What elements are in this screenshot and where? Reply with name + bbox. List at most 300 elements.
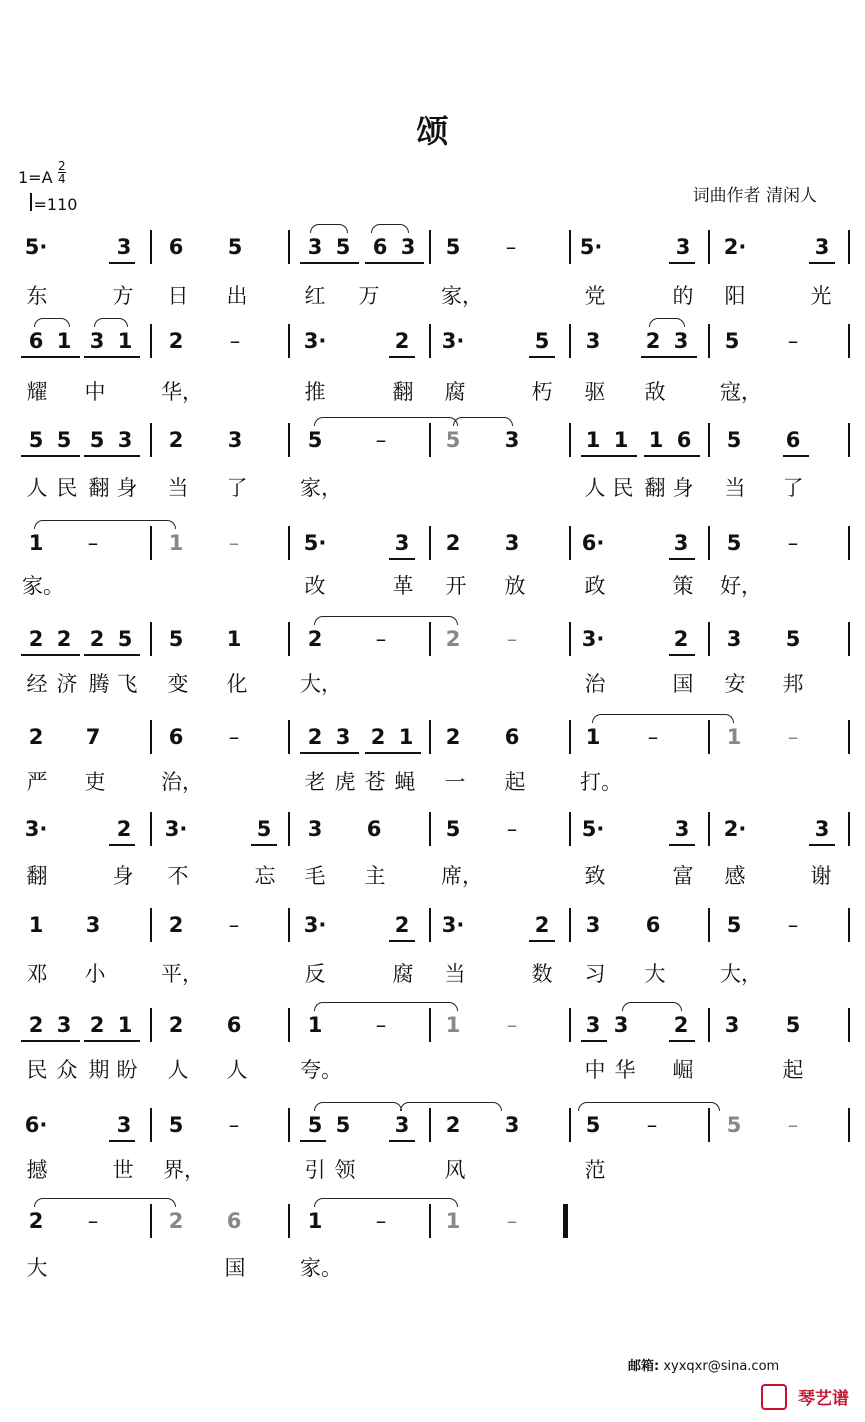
lyric: 家， [300, 476, 342, 500]
note: – [787, 1113, 799, 1137]
note: 6 [372, 235, 388, 259]
song-title: 颂 [416, 112, 449, 150]
lyric: 安 [724, 672, 746, 696]
note: 5 [445, 817, 461, 841]
note: 3 [585, 1013, 601, 1037]
slur [649, 318, 685, 327]
bar-line [708, 812, 710, 846]
note: 6 [504, 725, 520, 749]
lyric: 崛 [672, 1058, 694, 1082]
slur [400, 1102, 502, 1111]
note: 6 [676, 428, 692, 452]
lyric: 当 [167, 476, 189, 500]
bar-line [150, 908, 152, 942]
bar-line [429, 526, 431, 560]
note: 5 [726, 531, 742, 555]
bar-line [429, 230, 431, 264]
beam-underline [581, 1040, 607, 1042]
note: – [506, 1209, 518, 1233]
note: – [506, 1013, 518, 1037]
slur [314, 1102, 402, 1111]
time-signature [58, 160, 66, 185]
note: 5 [726, 428, 742, 452]
note: 1 [445, 1209, 461, 1233]
lyric: 反 [304, 962, 326, 986]
note: 1 [168, 531, 184, 555]
note: 5 [445, 428, 461, 452]
beam-underline [21, 1040, 80, 1042]
note: 1 [307, 1209, 323, 1233]
note: 2 [445, 1113, 461, 1137]
lyric: 席， [441, 864, 483, 888]
lyric: 济 [56, 672, 78, 696]
note: 5 [585, 1113, 601, 1137]
beam-underline [109, 844, 135, 846]
beam-underline [669, 1040, 695, 1042]
lyric: 改 [304, 574, 326, 598]
note: 1 [585, 725, 601, 749]
note: 3 [504, 428, 520, 452]
bar-line [150, 1008, 152, 1042]
note: – [228, 531, 240, 555]
beam-underline [21, 654, 80, 656]
bar-line [429, 812, 431, 846]
bar-line [429, 622, 431, 656]
lyric: 大， [720, 962, 762, 986]
note: 3 [394, 1113, 410, 1137]
lyric: 邦 [782, 672, 804, 696]
note: 2 [445, 725, 461, 749]
lyric: 出 [226, 284, 248, 308]
lyric: 致 [584, 864, 606, 888]
bar-line [429, 1008, 431, 1042]
note: – [229, 329, 241, 353]
lyric: 华， [161, 380, 203, 404]
lyric: 领 [334, 1158, 356, 1182]
lyric: 数 [531, 962, 553, 986]
lyric: 感 [724, 864, 746, 888]
note: 3 [335, 725, 351, 749]
lyric: 忘 [254, 864, 276, 888]
bar-line [429, 324, 431, 358]
beam-underline [641, 356, 697, 358]
beam-underline [21, 455, 80, 457]
note: 6 [785, 428, 801, 452]
note: 2 [28, 627, 44, 651]
note: 1 [117, 329, 133, 353]
beam-underline [809, 262, 835, 264]
footer-email [628, 1355, 779, 1374]
note: – [228, 913, 240, 937]
lyric: 革 [392, 574, 414, 598]
beam-underline [84, 356, 140, 358]
note: 1 [445, 1013, 461, 1037]
bar-line [429, 1204, 431, 1238]
bar-line [708, 908, 710, 942]
lyric: 红 [304, 284, 326, 308]
lyric: 党 [584, 284, 606, 308]
lyric: 一 [444, 770, 466, 794]
note: – [646, 1113, 658, 1137]
email-label: 邮箱: [628, 1359, 660, 1374]
lyric: 富 [672, 864, 694, 888]
bar-line [708, 720, 710, 754]
note: 2 [307, 627, 323, 651]
beam-underline [581, 455, 637, 457]
beam-underline [389, 356, 415, 358]
lyric: 身 [116, 476, 138, 500]
beam-underline [365, 262, 424, 264]
lyric: 当 [724, 476, 746, 500]
note: 2 [28, 725, 44, 749]
bar-line [848, 622, 850, 656]
bar-line [150, 526, 152, 560]
lyric: 好， [720, 574, 762, 598]
bar-line [848, 526, 850, 560]
note: 3 [227, 428, 243, 452]
composer-credit: 词曲作者 清闲人 [692, 186, 817, 206]
bar-line [288, 230, 290, 264]
slur [94, 318, 128, 327]
bar-line [569, 324, 571, 358]
beam-underline [109, 1140, 135, 1142]
beam-underline [529, 940, 555, 942]
bar-line [569, 720, 571, 754]
note: – [375, 428, 387, 452]
slur [314, 1198, 458, 1207]
note: – [505, 235, 517, 259]
lyric: 日 [167, 284, 189, 308]
beam-underline [389, 940, 415, 942]
lyric: 习 [584, 962, 606, 986]
note: 5 [726, 913, 742, 937]
beam-underline [669, 654, 695, 656]
note: 2 [89, 627, 105, 651]
lyric: 世 [112, 1158, 134, 1182]
note: 2 [445, 531, 461, 555]
lyric: 谢 [810, 864, 832, 888]
note: 2 [445, 627, 461, 651]
lyric: 界， [163, 1158, 205, 1182]
note: 5 [168, 627, 184, 651]
lyric: 人 [584, 476, 606, 500]
lyric: 阳 [724, 284, 746, 308]
bar-line [150, 230, 152, 264]
lyric: 翻 [644, 476, 666, 500]
note: 3· [441, 329, 465, 353]
bar-line [429, 423, 431, 457]
note: 3 [814, 235, 830, 259]
slur [622, 1002, 682, 1011]
lyric: 老 [304, 770, 326, 794]
note: 3 [504, 531, 520, 555]
lyric: 腐 [444, 380, 466, 404]
note: 5 [785, 627, 801, 651]
slur [314, 616, 458, 625]
lyric: 起 [504, 770, 526, 794]
lyric: 主 [364, 864, 386, 888]
note: 5 [785, 1013, 801, 1037]
lyric: 民 [26, 1058, 48, 1082]
bar-line [848, 1008, 850, 1042]
note: 3 [56, 1013, 72, 1037]
lyric: 邓 [26, 962, 48, 986]
bar-line [569, 526, 571, 560]
beam-underline [300, 1140, 326, 1142]
note: 3· [441, 913, 465, 937]
bar-line [708, 230, 710, 264]
note: 5 [168, 1113, 184, 1137]
bar-line [288, 908, 290, 942]
beam-underline [251, 844, 277, 846]
lyric: 中 [84, 380, 106, 404]
note: 5 [56, 428, 72, 452]
note: 2 [168, 329, 184, 353]
slur [34, 318, 70, 327]
lyric: 打。 [580, 770, 622, 794]
note: 3 [116, 1113, 132, 1137]
note: 6 [226, 1013, 242, 1037]
lyric: 开 [445, 574, 467, 598]
lyric: 化 [226, 672, 248, 696]
note: 2 [394, 329, 410, 353]
note: 5 [445, 235, 461, 259]
beam-underline [389, 558, 415, 560]
lyric: 朽 [531, 380, 553, 404]
note: 3 [117, 428, 133, 452]
note: 2 [673, 1013, 689, 1037]
note: 2 [89, 1013, 105, 1037]
bar-line [708, 526, 710, 560]
lyric: 夸。 [300, 1058, 342, 1082]
note: 3 [726, 627, 742, 651]
note: 5 [256, 817, 272, 841]
lyric: 政 [584, 574, 606, 598]
lyric: 光 [810, 284, 832, 308]
lyric: 身 [112, 864, 134, 888]
note: 6 [226, 1209, 242, 1233]
lyric: 耀 [26, 380, 48, 404]
note: 3 [585, 329, 601, 353]
note: 2 [28, 1209, 44, 1233]
note: 1 [28, 531, 44, 555]
bar-line [569, 812, 571, 846]
note: 3 [585, 913, 601, 937]
lyric: 身 [672, 476, 694, 500]
note: – [228, 725, 240, 749]
lyric: 当 [444, 962, 466, 986]
beam-underline [783, 455, 809, 457]
bar-line [288, 1008, 290, 1042]
bar-line [569, 230, 571, 264]
lyric: 起 [782, 1058, 804, 1082]
lyric: 腾 [88, 672, 110, 696]
beam-underline [669, 844, 695, 846]
note: – [787, 329, 799, 353]
logo-icon [761, 1384, 787, 1410]
lyric: 期 [88, 1058, 110, 1082]
note: 6 [168, 725, 184, 749]
bar-line [848, 230, 850, 264]
note: 3 [504, 1113, 520, 1137]
note: 1 [726, 725, 742, 749]
lyric: 策 [672, 574, 694, 598]
beam-underline [809, 844, 835, 846]
note: – [506, 817, 518, 841]
note: – [375, 1209, 387, 1233]
time-denominator: 4 [58, 172, 66, 186]
lyric: 变 [167, 672, 189, 696]
lyric: 华 [614, 1058, 636, 1082]
note: 5 [726, 1113, 742, 1137]
lyric: 人 [26, 476, 48, 500]
lyric: 翻 [88, 476, 110, 500]
note: 2 [116, 817, 132, 841]
bar-line [565, 1204, 568, 1238]
lyric: 敌 [644, 380, 666, 404]
bar-line [848, 324, 850, 358]
bar-line [569, 908, 571, 942]
lyric: 民 [56, 476, 78, 500]
bar-line [288, 720, 290, 754]
slur [34, 520, 176, 529]
bar-line [708, 1108, 710, 1142]
note: – [87, 1209, 99, 1233]
bar-line [429, 1108, 431, 1142]
bar-line [569, 622, 571, 656]
bar-line [569, 423, 571, 457]
note: 3· [164, 817, 188, 841]
lyric: 治 [584, 672, 606, 696]
beam-underline [669, 262, 695, 264]
note: 3 [116, 235, 132, 259]
note: – [506, 627, 518, 651]
bar-line [150, 423, 152, 457]
slur [371, 224, 409, 233]
lyric: 翻 [26, 864, 48, 888]
lyric: 了 [226, 476, 248, 500]
note: 2 [168, 428, 184, 452]
bar-line [288, 622, 290, 656]
lyric: 飞 [116, 672, 138, 696]
lyric: 经 [26, 672, 48, 696]
note: 3· [303, 329, 327, 353]
note: 1 [56, 329, 72, 353]
bar-line [429, 908, 431, 942]
note: 3 [85, 913, 101, 937]
note: 1 [613, 428, 629, 452]
bar-line [708, 1008, 710, 1042]
note: 3 [89, 329, 105, 353]
bar-line [150, 1204, 152, 1238]
slur [314, 417, 458, 426]
beam-underline [300, 262, 359, 264]
note: 1 [585, 428, 601, 452]
note: 2 [168, 1013, 184, 1037]
beam-underline [365, 752, 421, 754]
email-address[interactable]: xyxqxr@sina.com [663, 1359, 780, 1374]
site-logo: 琴艺谱 [798, 1389, 849, 1409]
lyric: 人 [226, 1058, 248, 1082]
lyric: 吏 [84, 770, 106, 794]
note: 3 [675, 235, 691, 259]
lyric: 平， [161, 962, 203, 986]
note: 5 [307, 1113, 323, 1137]
lyric: 中 [584, 1058, 606, 1082]
note: – [787, 725, 799, 749]
bar-line [848, 423, 850, 457]
bar-line [708, 324, 710, 358]
lyric: 放 [504, 574, 526, 598]
note: 2 [673, 627, 689, 651]
lyric: 东 [26, 284, 48, 308]
bar-line [288, 324, 290, 358]
lyric: 国 [224, 1256, 246, 1280]
bar-line [848, 720, 850, 754]
note: 1 [28, 913, 44, 937]
slur [578, 1102, 720, 1111]
bar-line [288, 1108, 290, 1142]
beam-underline [529, 356, 555, 358]
quarter-note-icon [30, 193, 32, 211]
lyric: 国 [672, 672, 694, 696]
lyric: 毛 [304, 864, 326, 888]
lyric: 大 [26, 1256, 48, 1280]
bar-line [848, 908, 850, 942]
note: 6 [366, 817, 382, 841]
bar-line [288, 812, 290, 846]
note: 3 [613, 1013, 629, 1037]
bar-line [150, 812, 152, 846]
beam-underline [669, 558, 695, 560]
lyric: 范 [584, 1158, 606, 1182]
lyric: 盼 [116, 1058, 138, 1082]
note: 5 [117, 627, 133, 651]
note: – [787, 531, 799, 555]
lyric: 撼 [26, 1158, 48, 1182]
note: 2 [534, 913, 550, 937]
bar-line [569, 1108, 571, 1142]
tempo-marking [30, 193, 77, 214]
bar-line [708, 622, 710, 656]
beam-underline [84, 654, 140, 656]
note: 2 [370, 725, 386, 749]
key-signature: 1=A [18, 168, 53, 187]
note: – [375, 627, 387, 651]
lyric: 了 [782, 476, 804, 500]
bar-line [288, 423, 290, 457]
note: 6 [28, 329, 44, 353]
note: 3 [307, 235, 323, 259]
note: 6· [24, 1113, 48, 1137]
lyric: 翻 [392, 380, 414, 404]
note: 2 [307, 725, 323, 749]
note: 5 [724, 329, 740, 353]
note: – [228, 1113, 240, 1137]
lyric: 引 [304, 1158, 326, 1182]
note: 2 [645, 329, 661, 353]
note: 3 [394, 531, 410, 555]
lyric: 方 [112, 284, 134, 308]
lyric: 驱 [584, 380, 606, 404]
beam-underline [300, 752, 359, 754]
note: 5 [227, 235, 243, 259]
note: 3 [673, 329, 689, 353]
note: 5· [303, 531, 327, 555]
note: – [647, 725, 659, 749]
lyric: 的 [672, 284, 694, 308]
bar-line [288, 1204, 290, 1238]
